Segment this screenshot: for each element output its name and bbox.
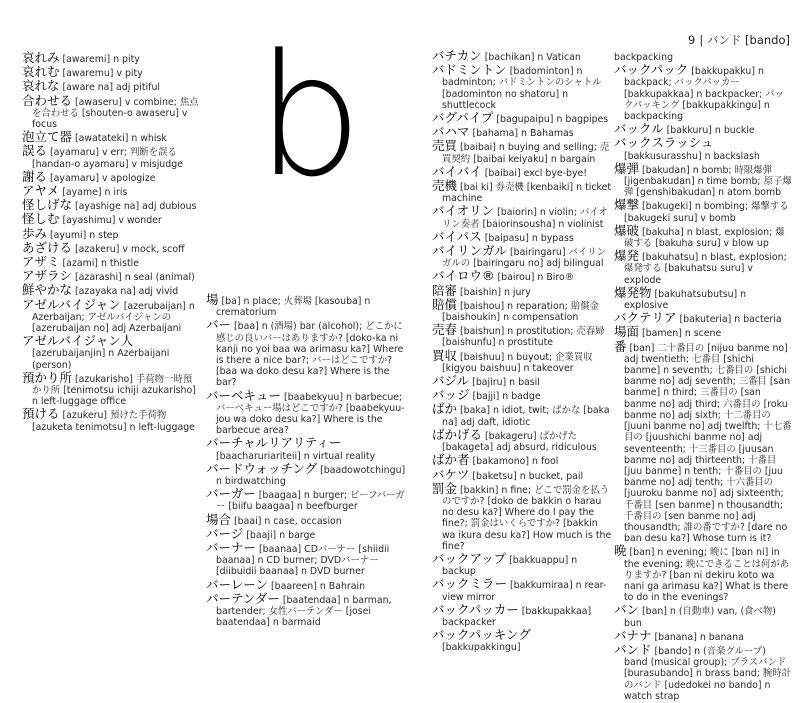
- entry-definition: [azerubaijanjin] n Azerbaijani (person): [32, 348, 170, 371]
- entry-definition: [awatateki] n whisk: [72, 133, 167, 145]
- entry-headword: バケツ: [432, 466, 470, 482]
- dictionary-entry: [22, 92, 200, 131]
- entry-headword: 預ける: [22, 406, 60, 422]
- entry-definition: [bakkupakkaa] backpacker: [442, 605, 592, 628]
- entry-headword: バックル: [614, 121, 664, 137]
- dictionary-entry: [432, 64, 612, 111]
- dictionary-entry: [614, 604, 792, 628]
- entry-definition: [bakkuru] n buckle: [663, 125, 755, 137]
- dictionary-entry: [432, 480, 612, 552]
- entry-definition: [azukarisho] 手荷物一時預かり所 [tenimotsu ichiji azukarisho] n left-luggage office: [32, 373, 196, 408]
- entry-headword: 爆弾: [614, 160, 640, 176]
- entry-definition: [ayumi] n step: [47, 229, 119, 241]
- entry-definition: [baadowotchingu] n birdwatching: [216, 464, 406, 488]
- entry-definition: [ayamaru] v apologize: [47, 172, 156, 184]
- entry-definition: [baaji] n barge: [243, 529, 316, 541]
- entry-headword: バンド: [614, 641, 652, 657]
- dictionary-entry: [206, 294, 406, 318]
- entry-headword: ばか: [432, 401, 458, 417]
- entry-headword: バックパッカー: [432, 601, 519, 617]
- dictionary-entry: [614, 137, 792, 161]
- section-letter: b: [256, 18, 363, 214]
- entry-definition: [badominton] n badminton; バドミントンのシャトル [badominton no shatoru] n shuttlecock: [442, 66, 602, 111]
- dictionary-entry: [432, 205, 612, 229]
- entry-headword: 預かり所: [22, 369, 73, 385]
- entry-headword: バハマ: [432, 124, 470, 140]
- dictionary-entry: [22, 408, 200, 432]
- entry-headword: 怪しげな: [22, 197, 73, 213]
- entry-headword: バックスラッシュ: [614, 135, 714, 151]
- entry-definition: [bakkusurasshu] n backslash: [624, 150, 760, 162]
- entry-definition: [bagupaipu] n bagpipes: [493, 114, 609, 126]
- entry-headword: バグパイプ: [432, 110, 494, 126]
- running-head-title: | バンド: [699, 33, 742, 47]
- entry-definition: [azakeru] v mock, scoff: [72, 243, 185, 255]
- entry-definition: [azayaka na] adj vivid: [72, 286, 179, 298]
- entry-headword: 誤る: [22, 143, 48, 159]
- entry-headword: バイパス: [432, 228, 482, 244]
- dictionary-entry: [206, 460, 406, 488]
- dictionary-entry: [206, 542, 406, 578]
- column-1: [22, 52, 200, 434]
- entry-headword: バーレーン: [206, 576, 269, 592]
- entry-definition: [bakuha] n blast, explosion; 爆破する [bakuha suru] v blow up: [624, 226, 785, 250]
- entry-definition: [bairou] n Biro®: [494, 272, 575, 284]
- dictionary-entry: [22, 335, 200, 371]
- dictionary-entry: [206, 488, 406, 512]
- dictionary-entry: [432, 347, 612, 374]
- dictionary-entry: [206, 387, 406, 437]
- entry-headword: バードウォッチング: [206, 460, 318, 476]
- entry-headword: 哀れむ: [22, 64, 60, 80]
- entry-definition: [azerubaijan] n Azerbaijan; アゼルバイジャンの [azerubaijan no] adj Azerbaijani: [32, 300, 195, 335]
- entry-definition: [bakuhatsu] n blast, explosion; 爆発する [bakuhatsu suru] v explode: [624, 252, 787, 286]
- running-head-reading: [bando]: [745, 33, 790, 47]
- entry-headword: 賠償: [432, 296, 458, 312]
- dictionary-entry: [614, 641, 792, 702]
- entry-definition: [ayashige na] adj dubious: [72, 201, 197, 213]
- entry-definition: [ban] n evening; 晩に [ban ni] in the evening; 晩にできることは何がありますか? [ban ni dekiru koto wa nani ga arimasu ka?] What is there to do in the evenings?: [624, 547, 790, 604]
- dictionary-entry: [432, 466, 612, 482]
- entry-definition: [ayamaru] v err; 判断を誤る [handan-o ayamaru] v misjudge: [32, 147, 183, 170]
- entry-definition: [bachikan] n Vatican: [481, 52, 581, 63]
- entry-definition: [bajji] n badge: [469, 391, 541, 403]
- dictionary-entry: [432, 389, 612, 402]
- entry-headword: 場面: [614, 324, 640, 340]
- entry-definition: [awaremu] v pity: [59, 68, 143, 80]
- entry-headword: バックアップ: [432, 550, 507, 566]
- entry-headword: バックパッキング: [432, 627, 531, 643]
- dictionary-entry: [432, 270, 612, 283]
- entry-definition: [baibai] excl bye-bye!: [481, 167, 588, 179]
- entry-headword: 陪審: [432, 282, 458, 298]
- dictionary-entry: [22, 296, 200, 335]
- entry-definition: [awaremi] n pity: [59, 54, 140, 65]
- entry-definition: [baishin] n jury: [457, 286, 531, 298]
- entry-definition: [ba] n place; 火葬場 [kasouba] n crematorium: [216, 296, 371, 319]
- dictionary-entry: [432, 601, 612, 628]
- entry-headword: 晩: [614, 543, 627, 559]
- entry-headword: バイリンガル: [432, 243, 508, 259]
- entry-headword: バイオリン: [432, 203, 495, 219]
- entry-headword: 泡立て器: [22, 129, 73, 145]
- entry-definition: [baipasu] n bypass: [481, 232, 574, 244]
- entry-definition: [baai] n case, occasion: [231, 515, 342, 527]
- dictionary-entry: [22, 145, 200, 169]
- dictionary-entry: [206, 319, 406, 388]
- entry-definition: [bakuhatsubutsu] n explosive: [624, 288, 747, 312]
- entry-headword: バイバイ: [432, 163, 482, 179]
- dictionary-entry: [432, 180, 612, 204]
- entry-headword: 謝る: [22, 168, 48, 184]
- entry-headword: バージ: [206, 525, 244, 541]
- entry-definition: [bakkupakkingu]: [442, 642, 521, 654]
- entry-definition: [bakuteria] n bacteria: [676, 314, 782, 326]
- entry-headword: 爆発物: [614, 284, 652, 300]
- entry-headword: 爆破: [614, 222, 640, 238]
- dictionary-entry: [614, 312, 792, 325]
- entry-headword: バーナー: [206, 540, 257, 556]
- entry-definition: [banana] n banana: [651, 631, 744, 643]
- entry-headword: バクテリア: [614, 310, 677, 326]
- dictionary-entry: [432, 578, 612, 602]
- entry-definition: [bakamono] n fool: [469, 456, 559, 468]
- entry-definition: [ban] 二十番目の [nijuu banme no] adj twentieth; 七番目 [shichi banme] n seventh; 七番目の [shichi banme no] adj seventh; 三番目 [san banme] n third; 三番目の [san banme no] adj third; 六番目の [roku banme no] adj sixth; 十二番目の [juuni banme no] adj twelfth; 十七番目の [juushichi banme no] adj seventeenth; 十三番目の [juusan banme no] adj thirteenth; 十番目 [juu banme] n tenth; 十番目の [juu banme no] adj tenth; 十六番目の [juuroku banme no] adj sixteenth; 千番目 [sen banme] n thousandth; 千番目の [sen banme no] adj thousandth; 誰の番ですか? [dare no ban desu ka?] Whose turn is it?: [624, 342, 792, 545]
- dictionary-entry: [432, 550, 612, 578]
- dictionary-entry: [614, 199, 792, 223]
- dictionary-entry: [614, 284, 792, 312]
- dictionary-entry: [432, 245, 612, 269]
- dictionary-entry: [614, 250, 792, 286]
- dictionary-entry: [432, 426, 612, 454]
- entry-headword: バジル: [432, 373, 470, 389]
- entry-definition: [bahama] n Bahamas: [469, 128, 574, 140]
- entry-definition: [azarashi] n seal (animal): [72, 272, 195, 284]
- entry-headword: 合わせる: [22, 92, 73, 108]
- entry-headword: 哀れな: [22, 78, 60, 94]
- entry-definition: [baa] n (酒場) bar (alcohol); どこかに感じの良いバーはありますか? [doko-ka ni kanji no yoi baa wa arimasu ka?] Where is there a nice bar?; バーはどこですか? [baa wa doko desu ka?] Where is the bar?: [216, 321, 404, 389]
- entry-headword: バン: [614, 602, 640, 618]
- entry-definition: [bakudan] n bomb; 時限爆弾 [jigenbakudan] n time bomb; 原子爆弾 [genshibakudan] n atom bomb: [624, 164, 792, 199]
- entry-definition: [baabekyuu] n barbecue; バーベキュー場はどこですか? [baabekyuu-jou wa doko desu ka?] Where is the barbecue area?: [216, 391, 405, 437]
- dictionary-entry: [206, 437, 406, 461]
- dictionary-entry: [614, 545, 792, 603]
- dictionary-entry: [614, 160, 792, 199]
- entry-definition: [baagaa] n burger; ビーフバーガー [biifu baagaa] n beefburger: [216, 490, 405, 513]
- entry-definition: [baishou] n reparation; 賠償金 [baishoukin] n compensation: [442, 300, 599, 324]
- entry-headword: 歩み: [22, 225, 48, 241]
- entry-definition: [bajiru] n basil: [469, 377, 540, 389]
- dictionary-entry: [432, 403, 612, 427]
- entry-headword: バーベキュー: [206, 387, 282, 403]
- entry-headword: バナナ: [614, 627, 652, 643]
- entry-headword: 場合: [206, 511, 232, 527]
- column-2: [206, 294, 406, 629]
- entry-headword: 哀れみ: [22, 50, 60, 65]
- entry-headword: ばかげる: [432, 426, 483, 442]
- entry-definition: [ayashimu] v wonder: [59, 215, 162, 227]
- entry-definition: [bamen] n scene: [639, 328, 722, 340]
- entry-headword: 爆発: [614, 248, 640, 264]
- running-head: [688, 32, 790, 48]
- dictionary-entry: [614, 326, 792, 339]
- dictionary-entry: [432, 282, 612, 298]
- entry-headword: 場: [206, 292, 219, 307]
- entry-definition: [baketsu] n bucket, pail: [469, 470, 584, 482]
- entry-headword: 爆撃: [614, 197, 640, 213]
- dictionary-entry: [432, 324, 612, 348]
- entry-headword: 罰金: [432, 480, 458, 496]
- entry-definition: [ban] n (自動車) van, (食べ物) bun: [624, 606, 776, 629]
- entry-definition: [baareen] n Bahrain: [268, 580, 366, 592]
- entry-headword: 買収: [432, 347, 458, 363]
- entry-definition: [baishuu] n buyout; 企業買収 [kigyou baishuu] n takeover: [442, 351, 593, 374]
- dictionary-entry: [432, 296, 612, 324]
- entry-headword: アゼルバイジャン: [22, 296, 121, 312]
- dictionary-entry: [22, 131, 200, 144]
- entry-headword: バーガー: [206, 486, 256, 502]
- entry-definition: [baanaa] CDバーナー [shiidii baanaa] n CD burner; DVDバーナー [diibuidii baanaa] n DVD burner: [216, 544, 390, 578]
- dictionary-entry: [614, 222, 792, 250]
- entry-headword: 怪しむ: [22, 211, 60, 227]
- dictionary-entry: [206, 590, 406, 629]
- entry-definition: [baka] n idiot, twit; ばかな [baka na] adj daft, idiotic: [442, 405, 610, 428]
- entry-definition: [baiorin] n violin; バイオリン奏者 [baiorinsousha] n violinist: [442, 207, 608, 230]
- entry-headword: 売春: [432, 322, 458, 338]
- entry-headword: バドミントン: [432, 62, 507, 78]
- entry-headword: 番: [614, 338, 627, 354]
- entry-headword: アゼルバイジャン人: [22, 333, 134, 349]
- page-number: 9: [688, 33, 696, 47]
- dictionary-entry: [22, 369, 200, 408]
- dictionary-entry: [614, 64, 792, 122]
- entry-headword: アザラシ: [22, 268, 73, 284]
- entry-definition: [bakkin] n fine; どこで罰金を払うのですか? [doko de bakkin o harau no desu ka?] Where do I pay the fine?; 罰金はいくらですか? [bakkin wa ikura desu ka?] How much is the fine?: [442, 484, 612, 552]
- entry-definition: backpacking: [614, 52, 674, 63]
- entry-headword: ばか者: [432, 452, 470, 468]
- entry-headword: バイロウ®: [432, 268, 495, 284]
- entry-headword: バチカン: [432, 48, 482, 63]
- entry-definition: [azami] n thistle: [59, 258, 140, 270]
- entry-definition: [bakageru] ばかげた [bakageta] adj absurd, ridiculous: [442, 430, 597, 454]
- entry-headword: アザミ: [22, 254, 60, 270]
- dictionary-entry: [22, 213, 200, 226]
- entry-headword: バーテンダー: [206, 590, 280, 606]
- dictionary-entry: [432, 140, 612, 164]
- entry-definition: [baacharuriariteii] n virtual reality: [216, 450, 376, 462]
- entry-definition: [bakkuappu] n backup: [442, 554, 578, 578]
- column-3: [432, 50, 612, 655]
- entry-headword: 鮮やかな: [22, 282, 73, 298]
- dictionary-entry: [432, 163, 612, 179]
- entry-headword: バーチャルリアリティー: [206, 435, 342, 451]
- entry-definition: [azukeru] 預けた手荷物 [azuketa tenimotsu] n left-luggage: [32, 410, 195, 433]
- entry-headword: 売機: [432, 178, 458, 194]
- entry-definition: [aware na] adj pitiful: [59, 82, 160, 94]
- entry-definition: [bando] n (音楽グループ) band (musical group); ブラスバンド [burasubando] n brass band; 腕時計のバンド [udedokei no bando] n watch strap: [624, 645, 792, 702]
- entry-definition: [baatendaa] n barman, bartender; 女性バーテンダー [josei baatendaa] n barmaid: [216, 594, 392, 629]
- entry-definition: [baibai] n buying and selling; 売買契約 [baibai keiyaku] n bargain: [442, 142, 610, 165]
- entry-definition: [bairingaru] バイリンガルの [bairingaru no] adj bilingual: [442, 247, 606, 270]
- entry-headword: アヤメ: [22, 183, 60, 199]
- entry-definition: [awaseru] v combine; 焦点を合わせる [shouten-o awaseru] v focus: [32, 96, 199, 131]
- entry-headword: バッジ: [432, 387, 470, 403]
- entry-definition: [ayame] n iris: [59, 187, 128, 199]
- entry-headword: バックパック: [614, 62, 689, 78]
- dictionary-entry: [432, 126, 612, 139]
- dictionary-entry: [432, 629, 612, 653]
- entry-definition: [baishun] n prostitution; 売春婦 [baishunfu] n prostitute: [442, 326, 605, 349]
- column-4: [614, 50, 792, 703]
- entry-definition: [bai ki] 券売機 [kenbaiki] n ticket machine: [442, 182, 612, 205]
- entry-definition: [bakkumiraa] n rear-view mirror: [442, 580, 607, 603]
- entry-definition: [bakkupakku] n backpack; バックパッカー [bakkupakkaa] n backpacker; バックパッキング [bakkupakkingu] n backpacking: [624, 66, 785, 123]
- entry-headword: 売買: [432, 138, 458, 154]
- dictionary-entry: [614, 338, 792, 545]
- entry-headword: バックミラー: [432, 576, 508, 592]
- entry-definition: [bakugeki] n bombing; 爆撃する [bakugeki suru] v bomb: [624, 201, 789, 224]
- entry-headword: バー: [206, 317, 232, 333]
- entry-headword: あざける: [22, 239, 73, 255]
